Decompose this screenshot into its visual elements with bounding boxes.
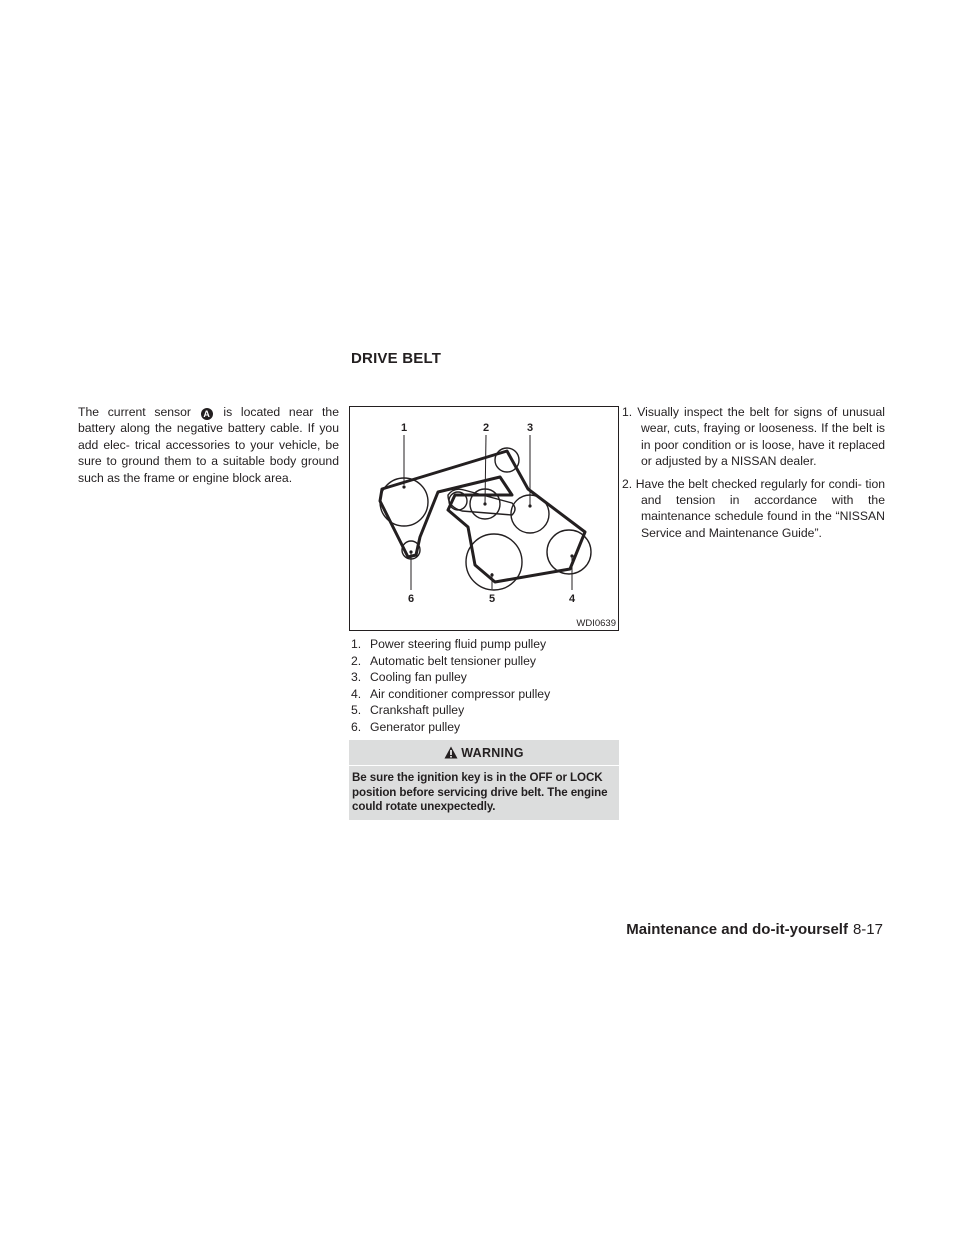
drive-belt-diagram — [349, 406, 619, 631]
footer-section-name: Maintenance and do-it-yourself — [626, 921, 848, 938]
center-dot-5 — [490, 573, 493, 576]
intro-text-before: The current sensor — [78, 405, 191, 419]
callout-label-2: 2 — [482, 422, 490, 434]
callout-label-1: 1 — [400, 422, 408, 434]
callout-label-5: 5 — [488, 593, 496, 605]
pulley-1 — [380, 478, 428, 526]
callout-a-marker: A — [201, 408, 213, 420]
callout-label-3: 3 — [526, 422, 534, 434]
figure-code: WDI0639 — [576, 618, 616, 629]
warning-box — [349, 740, 619, 820]
warning-triangle-icon — [444, 746, 458, 759]
page-number: 8-17 — [852, 921, 883, 938]
warning-text: Be sure the ignition key is in the OFF or LOCK position before servicing drive belt. The engine could rotate unexpectedly. — [349, 765, 619, 820]
pulley-4 — [547, 530, 591, 574]
legend-item: 2. Automatic belt tensioner pulley — [351, 653, 536, 668]
center-dot-2 — [483, 502, 486, 505]
pulley-legend — [351, 636, 550, 736]
legend-item: 6. Generator pulley — [351, 719, 461, 734]
callout-label-6: 6 — [407, 593, 415, 605]
center-dot-4 — [570, 554, 573, 557]
legend-item: 5. Crankshaft pulley — [351, 703, 465, 718]
list-item: 2. Have the belt checked regularly for condi- tion and tension in accordance with the maintenance schedule found in the “NISSAN Service and Maintenance Guide”. — [622, 476, 885, 540]
intro-text-after: is located near the battery along the negative battery cable. If you add elec- trical accessories to your vehicle, be sure to ground them to a suitable body ground such as the frame or engine block area. — [78, 405, 339, 485]
legend-item: 4. Air conditioner compressor pulley — [351, 686, 551, 701]
tensioner-arm — [448, 489, 515, 515]
center-dot-1 — [402, 485, 405, 488]
intro-paragraph — [78, 404, 339, 486]
list-item: 1. Visually inspect the belt for signs of unusual wear, cuts, fraying or looseness. If the belt is in poor condition or is loose, have it replaced or adjusted by a NISSAN dealer. — [622, 405, 885, 469]
legend-item: 1. Power steering fluid pump pulley — [351, 637, 547, 651]
inspection-steps — [622, 404, 885, 547]
page-footer — [626, 921, 883, 938]
callout-label-4: 4 — [568, 593, 576, 605]
drive-belt-illustration — [350, 407, 618, 630]
center-dot-6 — [409, 550, 412, 553]
warning-header — [349, 740, 619, 765]
warning-title: WARNING — [461, 745, 524, 760]
center-dot-3 — [528, 504, 531, 507]
section-title: DRIVE BELT — [351, 350, 442, 367]
legend-item: 3. Cooling fan pulley — [351, 670, 467, 685]
